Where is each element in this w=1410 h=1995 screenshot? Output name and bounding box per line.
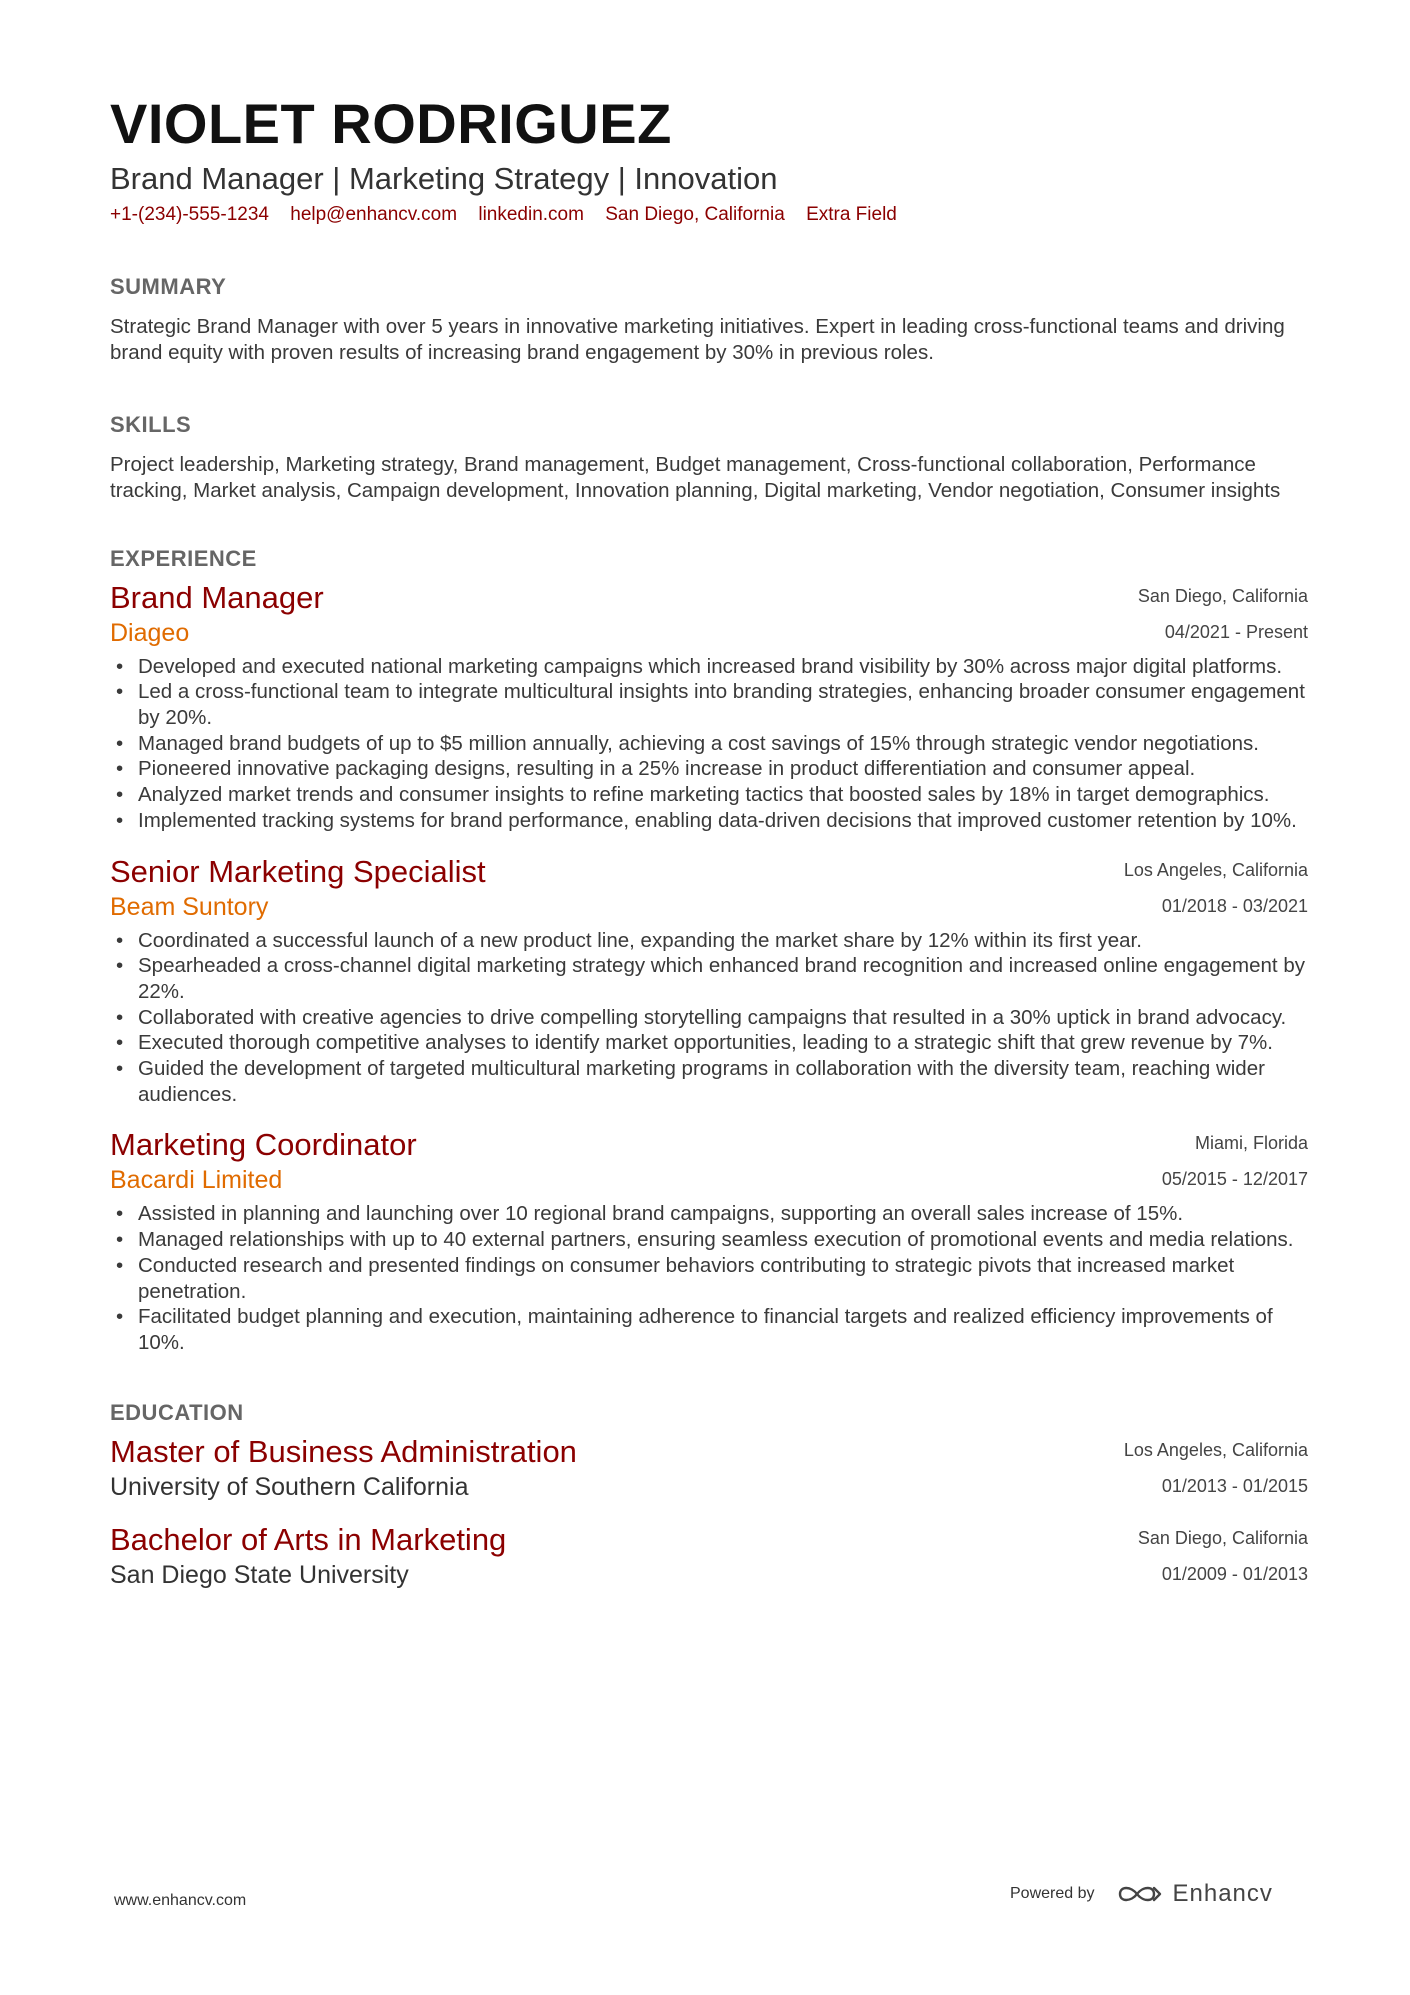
list-item: • Managed relationships with up to 40 external partners, ensuring seamless execution of promotional events and media relations. xyxy=(110,1227,1308,1253)
contact-extra: Extra Field xyxy=(806,203,897,225)
list-item: • Pioneered innovative packaging designs, resulting in a 25% increase in product differentiation and consumer appeal. xyxy=(110,756,1308,782)
job-entry xyxy=(110,578,1308,834)
contact-phone[interactable]: +1-(234)-555-1234 xyxy=(110,203,269,225)
list-item: • Collaborated with creative agencies to drive compelling storytelling campaigns that resulted in a 30% uptick in brand advocacy. xyxy=(110,1005,1308,1031)
education-heading: EDUCATION xyxy=(110,1399,244,1425)
education-dates: 01/2013 - 01/2015 xyxy=(1161,1475,1308,1496)
education-entry xyxy=(110,1520,1308,1590)
job-bullets xyxy=(110,928,1308,1108)
job-entry xyxy=(110,1125,1308,1355)
job-dates: 05/2015 - 12/2017 xyxy=(1161,1169,1308,1190)
contact-bar xyxy=(110,204,1308,226)
job-location: Miami, Florida xyxy=(1194,1133,1308,1154)
experience-heading: EXPERIENCE xyxy=(110,545,257,571)
education-meta xyxy=(1124,1432,1308,1504)
contact-location: San Diego, California xyxy=(605,203,785,225)
enhancv-logo-icon xyxy=(1117,1881,1163,1907)
job-entry xyxy=(110,852,1308,1108)
job-location: Los Angeles, California xyxy=(1123,859,1308,880)
list-item: • Conducted research and presented findings on consumer behaviors contributing to strategic pivots that increased market penetration. xyxy=(110,1253,1308,1304)
degree-title: Bachelor of Arts in Marketing xyxy=(110,1521,507,1557)
list-item: • Spearheaded a cross-channel digital marketing strategy which enhanced brand recognition and increased online engagement by 22%. xyxy=(110,953,1308,1004)
list-item: • Led a cross-functional team to integrate multicultural insights into branding strategies, enhancing broader consumer engagement by 20%. xyxy=(110,679,1308,730)
company-name: Diageo xyxy=(110,618,190,647)
education-meta xyxy=(1138,1520,1308,1592)
enhancv-wordmark: Enhancv xyxy=(1172,1880,1273,1907)
job-title: Brand Manager xyxy=(110,579,324,615)
job-bullets xyxy=(110,1201,1308,1355)
degree-title: Master of Business Administration xyxy=(110,1433,577,1469)
job-title: Marketing Coordinator xyxy=(110,1127,417,1163)
list-item: • Assisted in planning and launching over 10 regional brand campaigns, supporting an overall sales increase of 15%. xyxy=(110,1201,1308,1227)
footer-website[interactable]: www.enhancv.com xyxy=(114,1892,247,1909)
job-meta xyxy=(1124,852,1308,924)
school-name: San Diego State University xyxy=(110,1560,409,1589)
list-item: • Managed brand budgets of up to $5 million annually, achieving a cost savings of 15% through strategic vendor negotiations. xyxy=(110,731,1308,757)
job-meta xyxy=(1138,578,1308,650)
footer-branding xyxy=(1010,1880,1273,1908)
education-dates: 01/2009 - 01/2013 xyxy=(1161,1563,1308,1584)
candidate-name: VIOLET RODRIGUEZ xyxy=(110,92,672,155)
headline: Brand Manager | Marketing Strategy | Innovation xyxy=(110,161,778,197)
company-name: Beam Suntory xyxy=(110,892,269,921)
skills-heading: SKILLS xyxy=(110,411,192,437)
job-dates: 01/2018 - 03/2021 xyxy=(1161,895,1308,916)
job-location: San Diego, California xyxy=(1137,585,1308,606)
summary-heading: SUMMARY xyxy=(110,273,227,299)
school-name: University of Southern California xyxy=(110,1472,469,1501)
list-item: • Guided the development of targeted multicultural marketing programs in collaboration with the diversity team, reaching wider audiences. xyxy=(110,1056,1308,1107)
resume-page xyxy=(110,92,1308,1590)
skills-text: Project leadership, Marketing strategy, Brand management, Budget management, Cross-functional collaboration, Performance tracking, Market analysis, Campaign development, Innovation planning, Digital marketing, Vendor negotiation, Consumer insights xyxy=(110,452,1281,502)
list-item: • Implemented tracking systems for brand performance, enabling data-driven decisions that improved customer retention by 10%. xyxy=(110,808,1308,834)
list-item: • Developed and executed national marketing campaigns which increased brand visibility by 30% across major digital platforms. xyxy=(110,654,1308,680)
company-name: Bacardi Limited xyxy=(110,1166,283,1195)
job-bullets xyxy=(110,654,1308,834)
list-item: • Coordinated a successful launch of a new product line, expanding the market share by 12% within its first year. xyxy=(110,928,1308,954)
job-dates: 04/2021 - Present xyxy=(1164,621,1308,642)
education-location: San Diego, California xyxy=(1137,1527,1308,1548)
powered-by-label: Powered by xyxy=(1010,1885,1095,1902)
list-item: • Facilitated budget planning and execution, maintaining adherence to financial targets and realized efficiency improvements of 10%. xyxy=(110,1304,1308,1355)
list-item: • Analyzed market trends and consumer insights to refine marketing tactics that boosted sales by 18% in target demographics. xyxy=(110,782,1308,808)
contact-email[interactable]: help@enhancv.com xyxy=(290,203,458,225)
job-meta xyxy=(1162,1125,1308,1197)
enhancv-brand[interactable] xyxy=(1117,1880,1273,1908)
summary-text: Strategic Brand Manager with over 5 years in innovative marketing initiatives. Expert in leading cross-functional teams and driving brand equity with proven results of increasing brand engagement by 30% in previous roles. xyxy=(110,314,1285,364)
contact-linkedin[interactable]: linkedin.com xyxy=(478,203,584,225)
education-location: Los Angeles, California xyxy=(1123,1439,1308,1460)
job-title: Senior Marketing Specialist xyxy=(110,853,486,889)
list-item: • Executed thorough competitive analyses to identify market opportunities, leading to a strategic shift that grew revenue by 7%. xyxy=(110,1030,1308,1056)
education-entry xyxy=(110,1432,1308,1502)
